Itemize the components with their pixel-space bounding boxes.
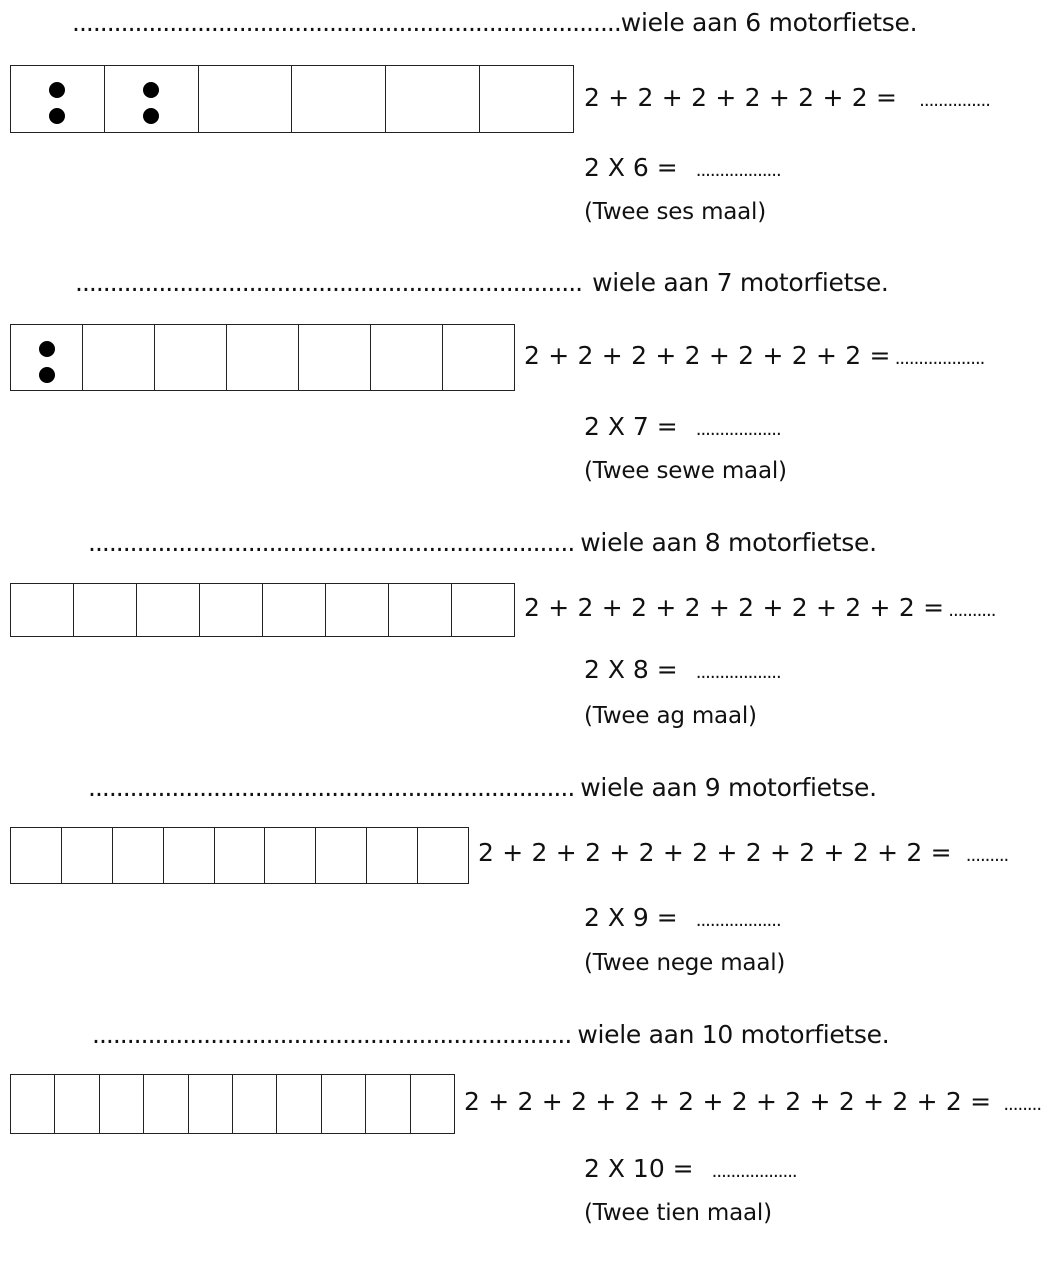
words-text: (Twee ag maal) [584, 703, 757, 729]
sum-answer-blank[interactable]: ............... [919, 90, 990, 111]
sum-answer-blank[interactable]: ................... [894, 348, 985, 369]
wheel-box[interactable] [265, 828, 316, 883]
wheel-box[interactable] [113, 828, 164, 883]
wheel-box[interactable] [11, 1075, 55, 1133]
answer-blank[interactable]: ...................................................................... [88, 773, 575, 802]
words-text: (Twee tien maal) [584, 1200, 772, 1226]
product-answer-blank[interactable]: .................. [711, 1161, 797, 1182]
wheel-box[interactable] [418, 828, 468, 883]
prompt-line [88, 528, 877, 557]
wheel-box-strip [10, 324, 515, 391]
prompt-line [72, 8, 917, 37]
wheel-box[interactable] [366, 1075, 410, 1133]
sum-answer-blank[interactable]: ......... [965, 845, 1009, 866]
prompt-line [92, 1020, 889, 1049]
answer-blank[interactable]: ...................................................................... [88, 528, 575, 557]
wheel-box[interactable] [105, 66, 199, 132]
multiplication-line [584, 412, 781, 441]
sum-text: 2 + 2 + 2 + 2 + 2 + 2 + 2 = [524, 341, 891, 370]
wheel-box[interactable] [299, 325, 371, 390]
sum-text: 2 + 2 + 2 + 2 + 2 + 2 = [584, 83, 898, 112]
multiplication-line [584, 153, 781, 182]
words-text: (Twee nege maal) [584, 950, 786, 976]
wheel-dot-icon [39, 341, 55, 357]
wheel-box[interactable] [411, 1075, 454, 1133]
wheel-box[interactable] [322, 1075, 366, 1133]
words-text: (Twee ses maal) [584, 199, 767, 225]
prompt-line [75, 268, 889, 297]
product-text: 2 X 8 = [584, 655, 678, 684]
wheel-dot-icon [49, 82, 65, 98]
words-text: (Twee sewe maal) [584, 458, 787, 484]
wheel-box[interactable] [263, 584, 326, 636]
exercise-8 [0, 520, 1019, 770]
wheel-dot-icon [49, 108, 65, 124]
wheel-box[interactable] [11, 325, 83, 390]
wheel-box[interactable] [292, 66, 386, 132]
wheel-box-strip [10, 65, 574, 133]
wheel-dot-icon [143, 108, 159, 124]
addition-equation [524, 593, 995, 622]
wheel-box[interactable] [164, 828, 215, 883]
sum-answer-blank[interactable]: ........ [1003, 1094, 1041, 1115]
wheel-box[interactable] [389, 584, 452, 636]
prompt-line [88, 773, 877, 802]
wheel-box[interactable] [277, 1075, 321, 1133]
answer-blank[interactable]: ............................................................................... [72, 8, 621, 37]
wheel-dot-icon [143, 82, 159, 98]
exercise-10 [0, 1012, 1041, 1262]
wheel-box[interactable] [367, 828, 418, 883]
wheel-box[interactable] [55, 1075, 99, 1133]
prompt-text: wiele aan 7 motorfietse. [592, 268, 889, 297]
prompt-text: wiele aan 10 motorfietse. [577, 1020, 890, 1049]
wheel-box[interactable] [371, 325, 443, 390]
exercise-6 [0, 0, 1019, 250]
sum-text: 2 + 2 + 2 + 2 + 2 + 2 + 2 + 2 + 2 + 2 = [464, 1087, 992, 1116]
product-text: 2 X 7 = [584, 412, 678, 441]
addition-equation [584, 83, 990, 112]
sum-text: 2 + 2 + 2 + 2 + 2 + 2 + 2 + 2 = [524, 593, 945, 622]
prompt-text: wiele aan 9 motorfietse. [580, 773, 877, 802]
wheel-box[interactable] [11, 828, 62, 883]
wheel-box[interactable] [443, 325, 514, 390]
product-answer-blank[interactable]: .................. [695, 910, 781, 931]
addition-equation [524, 341, 984, 370]
wheel-box[interactable] [137, 584, 200, 636]
wheel-box[interactable] [199, 66, 293, 132]
multiplication-line [584, 1154, 797, 1183]
multiplication-line [584, 903, 781, 932]
wheel-box-strip [10, 1074, 455, 1134]
wheel-box[interactable] [155, 325, 227, 390]
exercise-9 [0, 765, 1019, 1015]
product-text: 2 X 10 = [584, 1154, 694, 1183]
answer-blank[interactable]: ......................................................................... [75, 268, 583, 297]
product-answer-blank[interactable]: .................. [695, 160, 781, 181]
wheel-box[interactable] [386, 66, 480, 132]
wheel-box[interactable] [480, 66, 573, 132]
product-text: 2 X 6 = [584, 153, 678, 182]
wheel-box[interactable] [452, 584, 514, 636]
sum-text: 2 + 2 + 2 + 2 + 2 + 2 + 2 + 2 + 2 = [478, 838, 952, 867]
wheel-box[interactable] [215, 828, 266, 883]
wheel-box[interactable] [11, 584, 74, 636]
wheel-dot-icon [39, 367, 55, 383]
product-answer-blank[interactable]: .................. [695, 419, 781, 440]
prompt-text: wiele aan 6 motorfietse. [620, 8, 918, 37]
product-text: 2 X 9 = [584, 903, 678, 932]
wheel-box[interactable] [144, 1075, 188, 1133]
wheel-box[interactable] [189, 1075, 233, 1133]
wheel-box[interactable] [326, 584, 389, 636]
wheel-box[interactable] [100, 1075, 144, 1133]
addition-equation [464, 1087, 1041, 1116]
wheel-box[interactable] [62, 828, 113, 883]
wheel-box-strip [10, 827, 469, 884]
wheel-box[interactable] [227, 325, 299, 390]
wheel-box[interactable] [233, 1075, 277, 1133]
wheel-box-strip [10, 583, 515, 637]
wheel-box[interactable] [316, 828, 367, 883]
sum-answer-blank[interactable]: .......... [948, 600, 996, 621]
wheel-box[interactable] [74, 584, 137, 636]
addition-equation [478, 838, 1008, 867]
product-answer-blank[interactable]: .................. [695, 662, 781, 683]
wheel-box[interactable] [11, 66, 105, 132]
exercise-7 [0, 260, 1019, 510]
answer-blank[interactable]: ..................................................................... [92, 1020, 572, 1049]
wheel-box[interactable] [83, 325, 155, 390]
multiplication-line [584, 655, 781, 684]
wheel-box[interactable] [200, 584, 263, 636]
prompt-text: wiele aan 8 motorfietse. [580, 528, 877, 557]
